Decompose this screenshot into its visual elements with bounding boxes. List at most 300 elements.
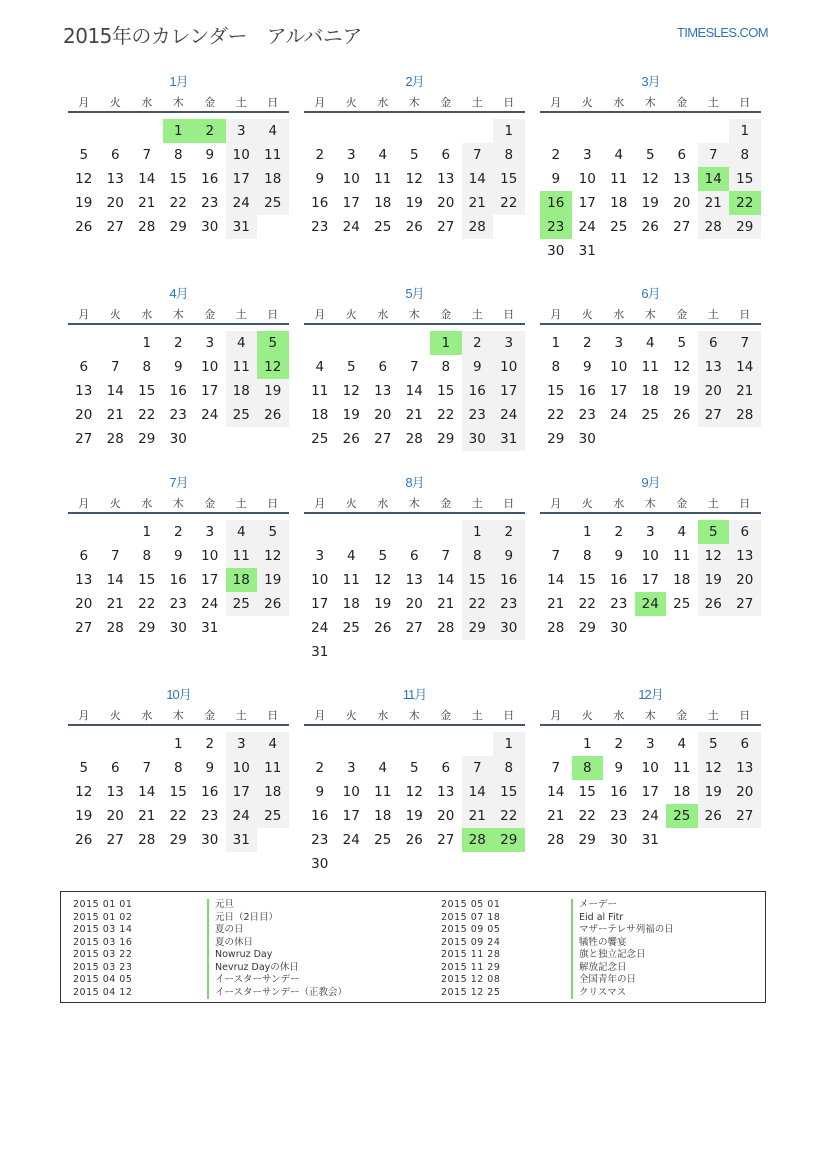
day-cell: 31 [311, 644, 329, 660]
day-cell: 9 [462, 355, 494, 379]
weekday-label: 日 [503, 308, 515, 321]
day-cell: 12 [75, 784, 93, 800]
day-cell: 14 [547, 572, 565, 588]
day-cell: 4 [226, 331, 258, 355]
day-cell: 11 [673, 760, 691, 776]
day-cell: 28 [138, 219, 156, 235]
holiday-name: マザーテレサ列福の日 [571, 924, 674, 937]
day-cell: 3 [226, 732, 258, 756]
day-cell: 15 [169, 784, 187, 800]
day-cell: 27 [75, 620, 93, 636]
weekday-label: 月 [78, 96, 90, 109]
day-cell: 27 [729, 592, 761, 616]
day-cell: 10 [493, 355, 525, 379]
weekday-label: 火 [581, 709, 593, 722]
weekday-label: 火 [109, 308, 121, 321]
weekday-header [540, 95, 761, 113]
day-cell: 10 [226, 756, 258, 780]
holiday-day-cell: 12 [257, 355, 289, 379]
day-cell: 18 [610, 195, 628, 211]
day-cell: 29 [547, 431, 565, 447]
day-cell: 7 [110, 359, 120, 375]
day-cell: 9 [173, 548, 183, 564]
month-name: 8月 [405, 475, 424, 490]
day-cell: 16 [493, 568, 525, 592]
day-cell: 4 [346, 548, 356, 564]
day-cell: 31 [641, 832, 659, 848]
holiday-name: 元日（2日目） [207, 912, 278, 925]
day-cell: 26 [257, 592, 289, 616]
day-cell: 20 [106, 195, 124, 211]
day-cell: 27 [106, 832, 124, 848]
day-cell: 3 [346, 147, 356, 163]
day-cell: 9 [315, 171, 325, 187]
day-cell: 26 [75, 832, 93, 848]
day-cell: 30 [311, 856, 329, 872]
day-cell: 18 [374, 195, 392, 211]
day-cell: 10 [641, 760, 659, 776]
day-cell: 12 [257, 544, 289, 568]
holiday-day-cell: 14 [698, 167, 730, 191]
day-cell: 10 [201, 359, 219, 375]
day-cell: 23 [462, 403, 494, 427]
day-cell: 21 [405, 407, 423, 423]
day-cell: 24 [493, 403, 525, 427]
day-cell: 24 [342, 832, 360, 848]
day-cell: 6 [79, 548, 89, 564]
holiday-day-cell: 2 [194, 119, 226, 143]
day-cell: 8 [551, 359, 561, 375]
weekday-label: 水 [141, 497, 153, 510]
day-cell: 19 [641, 195, 659, 211]
day-cell: 4 [677, 524, 687, 540]
day-cell: 23 [169, 596, 187, 612]
day-cell: 13 [673, 171, 691, 187]
day-cell: 4 [315, 359, 325, 375]
day-cell: 18 [673, 784, 691, 800]
day-cell: 29 [138, 620, 156, 636]
weekday-label: 金 [676, 709, 688, 722]
day-cell: 17 [226, 780, 258, 804]
holiday-name: イースターサンデー（正教会） [207, 987, 347, 1000]
weekday-label: 日 [503, 709, 515, 722]
weekday-label: 月 [314, 96, 326, 109]
weekday-label: 水 [613, 709, 625, 722]
day-cell: 27 [106, 219, 124, 235]
weekday-label: 月 [550, 709, 562, 722]
holiday-date: 2015 04 05 [73, 974, 133, 985]
day-cell: 12 [374, 572, 392, 588]
day-cell: 7 [698, 143, 730, 167]
day-cell: 26 [698, 592, 730, 616]
site-logo[interactable]: TIMESLES.COM [676, 25, 768, 40]
weekday-label: 土 [235, 709, 247, 722]
day-cell: 24 [201, 596, 219, 612]
holiday-date: 2015 03 14 [73, 924, 133, 935]
month-name: 5月 [405, 286, 424, 301]
day-cell: 27 [729, 804, 761, 828]
day-cell: 19 [257, 379, 289, 403]
weekday-label: 日 [739, 709, 751, 722]
weekday-label: 日 [267, 308, 279, 321]
day-cell: 26 [374, 620, 392, 636]
holiday-date: 2015 09 05 [441, 924, 501, 935]
day-cell: 27 [673, 219, 691, 235]
weekday-label: 水 [613, 96, 625, 109]
day-cell: 8 [729, 143, 761, 167]
day-cell: 2 [551, 147, 561, 163]
day-cell: 25 [257, 804, 289, 828]
weekday-label: 木 [408, 497, 420, 510]
weekday-label: 金 [440, 96, 452, 109]
day-cell: 20 [437, 195, 455, 211]
weekday-label: 金 [204, 709, 216, 722]
day-cell: 16 [578, 383, 596, 399]
day-cell: 21 [547, 596, 565, 612]
day-cell: 20 [729, 568, 761, 592]
day-cell: 15 [493, 780, 525, 804]
day-cell: 27 [698, 403, 730, 427]
day-cell: 12 [698, 756, 730, 780]
day-cell: 29 [437, 431, 455, 447]
weekday-label: 土 [471, 308, 483, 321]
day-cell: 6 [378, 359, 388, 375]
day-cell: 15 [493, 167, 525, 191]
day-cell: 2 [462, 331, 494, 355]
day-cell: 21 [437, 596, 455, 612]
month-name: 4月 [169, 286, 188, 301]
day-cell: 21 [138, 808, 156, 824]
day-cell: 1 [493, 119, 525, 143]
day-cell: 3 [205, 335, 215, 351]
day-cell: 9 [173, 359, 183, 375]
day-cell: 27 [437, 832, 455, 848]
day-cell: 11 [610, 171, 628, 187]
day-cell: 31 [493, 427, 525, 451]
day-cell: 21 [462, 191, 494, 215]
day-cell: 19 [75, 195, 93, 211]
day-cell: 17 [493, 379, 525, 403]
day-cell: 20 [106, 808, 124, 824]
day-cell: 26 [405, 219, 423, 235]
day-cell: 28 [462, 215, 494, 239]
day-cell: 17 [342, 195, 360, 211]
day-cell: 4 [378, 760, 388, 776]
day-cell: 1 [462, 520, 494, 544]
day-cell: 21 [106, 596, 124, 612]
day-cell: 24 [342, 219, 360, 235]
holiday-date: 2015 01 02 [73, 911, 133, 923]
day-cell: 16 [462, 379, 494, 403]
day-cell: 14 [462, 780, 494, 804]
day-cell: 13 [106, 784, 124, 800]
day-cell: 7 [462, 143, 494, 167]
day-cell: 29 [462, 616, 494, 640]
day-cell: 16 [610, 572, 628, 588]
day-cell: 22 [493, 191, 525, 215]
day-cell: 23 [201, 808, 219, 824]
weekday-label: 火 [581, 308, 593, 321]
day-cell: 8 [142, 359, 152, 375]
day-cell: 30 [578, 431, 596, 447]
weekday-label: 日 [503, 96, 515, 109]
day-cell: 13 [405, 572, 423, 588]
day-cell: 28 [698, 215, 730, 239]
day-cell: 3 [582, 147, 592, 163]
day-cell: 23 [493, 592, 525, 616]
day-cell: 22 [138, 596, 156, 612]
day-cell: 15 [547, 383, 565, 399]
day-cell: 16 [201, 784, 219, 800]
day-cell: 22 [138, 407, 156, 423]
weekday-label: 金 [676, 497, 688, 510]
day-cell: 11 [342, 572, 360, 588]
day-cell: 21 [698, 191, 730, 215]
day-cell: 23 [610, 808, 628, 824]
day-cell: 15 [462, 568, 494, 592]
weekday-label: 日 [267, 497, 279, 510]
weekday-label: 土 [707, 497, 719, 510]
day-cell: 23 [169, 407, 187, 423]
day-cell: 6 [729, 520, 761, 544]
weekday-label: 金 [204, 497, 216, 510]
day-cell: 25 [374, 832, 392, 848]
day-cell: 3 [205, 524, 215, 540]
day-cell: 29 [578, 832, 596, 848]
day-cell: 20 [698, 379, 730, 403]
day-cell: 27 [75, 431, 93, 447]
weekday-label: 月 [78, 709, 90, 722]
day-cell: 8 [462, 544, 494, 568]
day-cell: 8 [173, 147, 183, 163]
holiday-name: Eid al Fitr [571, 912, 623, 925]
day-cell: 2 [205, 736, 215, 752]
day-cell: 2 [315, 760, 325, 776]
day-cell: 29 [578, 620, 596, 636]
day-cell: 14 [138, 171, 156, 187]
weekday-label: 水 [141, 308, 153, 321]
day-cell: 28 [547, 620, 565, 636]
day-cell: 27 [437, 219, 455, 235]
day-cell: 2 [614, 524, 624, 540]
day-cell: 5 [79, 760, 89, 776]
day-cell: 17 [610, 383, 628, 399]
day-cell: 25 [673, 596, 691, 612]
day-cell: 6 [79, 359, 89, 375]
holiday-day-cell: 8 [572, 756, 604, 780]
day-cell: 7 [409, 359, 419, 375]
day-cell: 20 [75, 596, 93, 612]
holiday-date: 2015 04 12 [73, 986, 133, 998]
day-cell: 30 [169, 620, 187, 636]
day-cell: 11 [374, 784, 392, 800]
holiday-name: クリスマス [571, 987, 626, 1000]
day-cell: 11 [311, 383, 329, 399]
day-cell: 7 [462, 756, 494, 780]
day-cell: 10 [610, 359, 628, 375]
day-cell: 5 [378, 548, 388, 564]
day-cell: 26 [257, 403, 289, 427]
day-cell: 11 [673, 548, 691, 564]
day-cell: 11 [257, 756, 289, 780]
day-cell: 6 [409, 548, 419, 564]
day-cell: 19 [698, 568, 730, 592]
weekday-label: 月 [78, 497, 90, 510]
holiday-date: 2015 11 29 [441, 961, 501, 973]
day-cell: 4 [257, 119, 289, 143]
weekday-label: 木 [172, 709, 184, 722]
weekday-label: 水 [613, 497, 625, 510]
day-cell: 7 [142, 760, 152, 776]
day-cell: 10 [311, 572, 329, 588]
weekday-label: 木 [644, 497, 656, 510]
day-cell: 16 [610, 784, 628, 800]
weekday-label: 金 [204, 96, 216, 109]
day-cell: 19 [673, 383, 691, 399]
day-cell: 23 [610, 596, 628, 612]
day-cell: 19 [405, 195, 423, 211]
weekday-label: 水 [377, 497, 389, 510]
holiday-name: メーデー [571, 899, 617, 912]
day-cell: 6 [110, 147, 120, 163]
day-cell: 13 [75, 572, 93, 588]
day-cell: 6 [441, 760, 451, 776]
day-cell: 10 [201, 548, 219, 564]
holiday-name: 解放記念日 [571, 962, 627, 975]
day-cell: 30 [547, 243, 565, 259]
holiday-day-cell: 1 [163, 119, 195, 143]
weekday-label: 金 [676, 308, 688, 321]
day-cell: 15 [578, 572, 596, 588]
day-cell: 14 [405, 383, 423, 399]
day-cell: 18 [257, 780, 289, 804]
day-cell: 15 [578, 784, 596, 800]
weekday-label: 火 [345, 497, 357, 510]
weekday-header [540, 708, 761, 726]
month-name: 6月 [641, 286, 660, 301]
holiday-list [60, 891, 766, 1003]
holiday-date: 2015 12 25 [441, 986, 501, 998]
day-cell: 15 [169, 171, 187, 187]
day-cell: 12 [698, 544, 730, 568]
day-cell: 30 [201, 219, 219, 235]
weekday-label: 月 [550, 308, 562, 321]
day-cell: 16 [201, 171, 219, 187]
weekday-label: 土 [707, 709, 719, 722]
day-cell: 20 [374, 407, 392, 423]
weekday-label: 土 [471, 709, 483, 722]
weekday-header [68, 496, 289, 514]
day-cell: 1 [142, 524, 152, 540]
weekday-label: 火 [109, 96, 121, 109]
day-cell: 24 [578, 219, 596, 235]
day-cell: 15 [437, 383, 455, 399]
month-name: 12月 [638, 687, 663, 702]
day-cell: 4 [257, 732, 289, 756]
day-cell: 12 [641, 171, 659, 187]
weekday-label: 月 [550, 497, 562, 510]
day-cell: 21 [462, 804, 494, 828]
weekday-label: 土 [235, 308, 247, 321]
weekday-label: 火 [581, 497, 593, 510]
day-cell: 2 [173, 335, 183, 351]
day-cell: 4 [378, 147, 388, 163]
day-cell: 5 [79, 147, 89, 163]
day-cell: 16 [169, 572, 187, 588]
day-cell: 30 [201, 832, 219, 848]
day-cell: 30 [462, 427, 494, 451]
weekday-header [68, 307, 289, 325]
day-cell: 8 [582, 548, 592, 564]
weekday-label: 土 [235, 96, 247, 109]
day-cell: 26 [342, 431, 360, 447]
day-cell: 10 [342, 171, 360, 187]
holiday-name: 元旦 [207, 899, 234, 912]
day-cell: 23 [578, 407, 596, 423]
day-cell: 1 [582, 524, 592, 540]
day-cell: 9 [551, 171, 561, 187]
weekday-label: 水 [377, 96, 389, 109]
day-cell: 12 [75, 171, 93, 187]
weekday-label: 水 [377, 709, 389, 722]
day-cell: 23 [201, 195, 219, 211]
weekday-label: 日 [739, 308, 751, 321]
day-cell: 22 [578, 808, 596, 824]
day-cell: 31 [226, 215, 258, 239]
weekday-label: 土 [707, 308, 719, 321]
day-cell: 29 [138, 431, 156, 447]
day-cell: 17 [201, 383, 219, 399]
day-cell: 3 [493, 331, 525, 355]
day-cell: 9 [205, 147, 215, 163]
day-cell: 8 [142, 548, 152, 564]
holiday-day-cell: 24 [635, 592, 667, 616]
day-cell: 28 [138, 832, 156, 848]
day-cell: 2 [493, 520, 525, 544]
weekday-label: 日 [503, 497, 515, 510]
day-cell: 7 [729, 331, 761, 355]
weekday-label: 木 [644, 709, 656, 722]
weekday-header [540, 496, 761, 514]
day-cell: 8 [493, 143, 525, 167]
day-cell: 9 [493, 544, 525, 568]
holiday-name: 夏の休日 [207, 937, 253, 950]
day-cell: 17 [226, 167, 258, 191]
day-cell: 9 [315, 784, 325, 800]
holiday-day-cell: 23 [540, 215, 572, 239]
day-cell: 26 [405, 832, 423, 848]
day-cell: 25 [226, 403, 258, 427]
weekday-label: 金 [440, 709, 452, 722]
weekday-label: 金 [204, 308, 216, 321]
weekday-header [68, 708, 289, 726]
day-cell: 18 [226, 379, 258, 403]
day-cell: 1 [142, 335, 152, 351]
day-cell: 17 [641, 572, 659, 588]
day-cell: 14 [547, 784, 565, 800]
holiday-name: 夏の日 [207, 924, 244, 937]
day-cell: 3 [226, 119, 258, 143]
day-cell: 20 [75, 407, 93, 423]
weekday-label: 木 [408, 308, 420, 321]
day-cell: 4 [614, 147, 624, 163]
day-cell: 7 [551, 548, 561, 564]
weekday-label: 月 [314, 308, 326, 321]
day-cell: 19 [374, 596, 392, 612]
holiday-date: 2015 09 24 [441, 936, 501, 948]
day-cell: 25 [641, 407, 659, 423]
day-cell: 1 [173, 736, 183, 752]
